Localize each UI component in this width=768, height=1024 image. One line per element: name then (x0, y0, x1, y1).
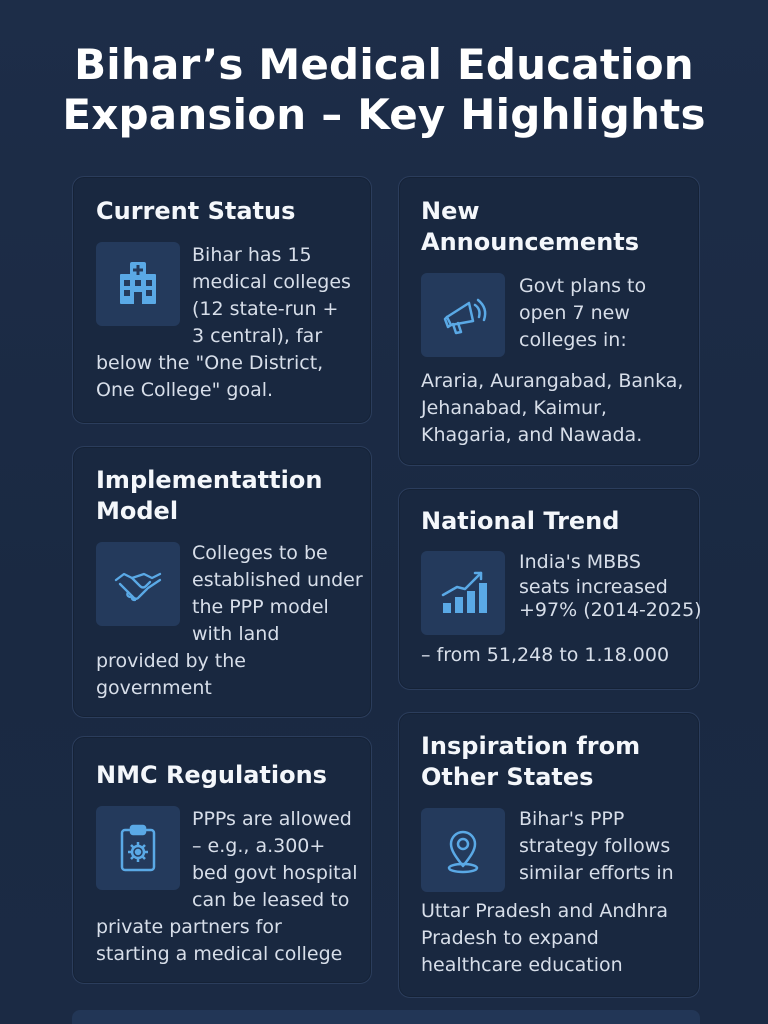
card-title-new-announcements-1: New (421, 197, 480, 225)
nmc-text-5: private partners for (96, 916, 282, 938)
current-status-text-6: One College" goal. (96, 379, 274, 401)
title-line-1: Bihar’s Medical Education (74, 40, 694, 89)
implementation-text-4: with land (192, 623, 280, 645)
clipboard-gear-icon (110, 820, 166, 876)
current-status-text-1: Bihar has 15 (192, 244, 312, 266)
megaphone-icon (435, 287, 491, 343)
implementation-text-6: government (96, 677, 212, 699)
clipboard-gear-icon-box (96, 806, 180, 890)
footer-band (72, 1010, 700, 1024)
nmc-text-4: can be leased to (192, 889, 350, 911)
inspiration-text-2: strategy follows (519, 835, 671, 857)
card-title-implementation-2: Model (96, 497, 179, 525)
megaphone-icon-box (421, 273, 505, 357)
new-announcements-text-1: Govt plans to (519, 275, 647, 297)
national-trend-text-3: +97% (2014-2025) (519, 599, 702, 621)
current-status-text-2: medical colleges (192, 271, 351, 293)
handshake-icon (110, 556, 166, 612)
inspiration-text-4: Uttar Pradesh and Andhra (421, 900, 668, 922)
current-status-text-4: 3 central), far (192, 325, 323, 347)
handshake-icon-box (96, 542, 180, 626)
implementation-text-5: provided by the (96, 650, 246, 672)
new-announcements-text-6: Khagaria, and Nawada. (421, 424, 643, 446)
inspiration-text-5: Pradesh to expand (421, 927, 599, 949)
card-title-new-announcements-2: Announcements (421, 228, 640, 256)
nmc-text-6: starting a medical college (96, 943, 343, 965)
national-trend-text-2: seats increased (519, 576, 668, 598)
card-title-inspiration-1: Inspiration from (421, 732, 641, 760)
card-title-implementation-1: Implementattion (96, 466, 323, 494)
inspiration-text-6: healthcare education (421, 954, 623, 976)
page-title (0, 40, 768, 140)
card-title-national-trend: National Trend (421, 507, 620, 535)
title-line-2: Expansion – Key Highlights (62, 90, 706, 139)
card-title-current-status: Current Status (96, 197, 296, 225)
new-announcements-text-4: Araria, Aurangabad, Banka, (421, 370, 684, 392)
nmc-text-3: bed govt hospital (192, 862, 358, 884)
national-trend-text-1: India's MBBS (519, 551, 641, 573)
inspiration-text-3: similar efforts in (519, 862, 674, 884)
new-announcements-text-2: open 7 new (519, 302, 630, 324)
implementation-text-1: Colleges to be (192, 542, 328, 564)
hospital-icon (110, 256, 166, 312)
implementation-text-3: the PPP model (192, 596, 329, 618)
new-announcements-text-5: Jehanabad, Kaimur, (421, 397, 607, 419)
card-title-inspiration-2: Other States (421, 763, 594, 791)
current-status-text-3: (12 state-run + (192, 298, 339, 320)
hospital-icon-box (96, 242, 180, 326)
inspiration-text-1: Bihar's PPP (519, 808, 625, 830)
location-pin-icon-box (421, 808, 505, 892)
implementation-text-2: established under (192, 569, 363, 591)
bar-chart-icon (435, 565, 491, 621)
location-pin-icon (435, 822, 491, 878)
current-status-text-5: below the "One District, (96, 352, 324, 374)
new-announcements-text-3: colleges in: (519, 329, 627, 351)
bar-chart-icon-box (421, 551, 505, 635)
nmc-text-2: – e.g., a.300+ (192, 835, 326, 857)
card-title-nmc: NMC Regulations (96, 761, 327, 789)
nmc-text-1: PPPs are allowed (192, 808, 352, 830)
national-trend-text-4: – from 51,248 to 1.18.000 (421, 644, 670, 666)
